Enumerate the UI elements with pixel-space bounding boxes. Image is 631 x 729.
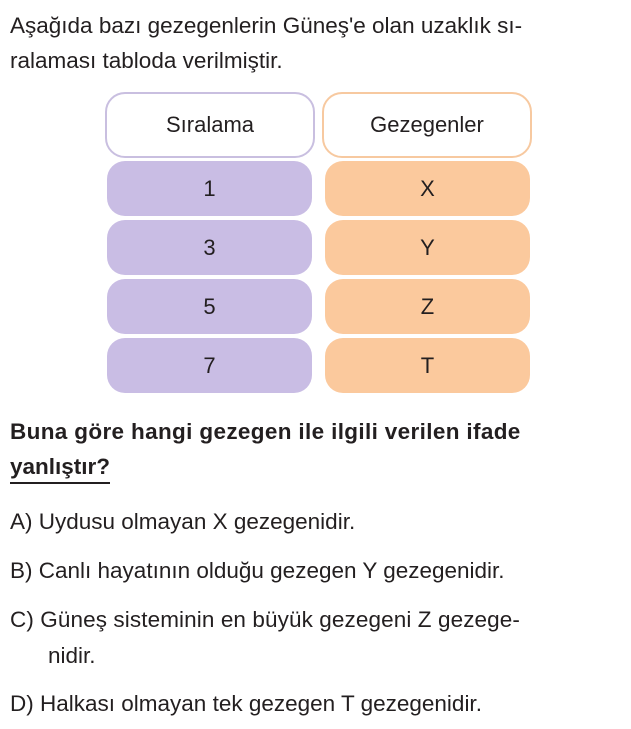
- option-c[interactable]: [10, 602, 628, 674]
- intro-line-2: ralaması tabloda verilmiştir.: [10, 48, 283, 73]
- planet-cell: Y: [325, 220, 530, 275]
- planet-cell: T: [325, 338, 530, 393]
- order-cell: 7: [107, 338, 312, 393]
- order-cell: 3: [107, 220, 312, 275]
- header-ranking: Sıralama: [105, 92, 315, 158]
- option-b[interactable]: [10, 553, 628, 589]
- option-d-text: D) Halkası olmayan tek gezegen T gezegenidir.: [10, 691, 482, 716]
- planet-cell: Z: [325, 279, 530, 334]
- option-d[interactable]: [10, 686, 628, 722]
- option-c-text: C) Güneş sisteminin en büyük gezegeni Z gezege-: [10, 607, 520, 632]
- option-c-text-continued: nidir.: [48, 643, 96, 668]
- question-stem: [10, 414, 628, 484]
- option-a-text: A) Uydusu olmayan X gezegenidir.: [10, 509, 356, 534]
- option-b-text: B) Canlı hayatının olduğu gezegen Y gezegenidir.: [10, 558, 505, 583]
- question-line-1: Buna göre hangi gezegen ile ilgili verilen ifade: [10, 419, 521, 444]
- intro-text: [10, 8, 622, 78]
- header-planets: Gezegenler: [322, 92, 532, 158]
- option-a[interactable]: [10, 504, 628, 540]
- order-cell: 5: [107, 279, 312, 334]
- question-line-2: yanlıştır?: [10, 452, 110, 484]
- intro-line-1: Aşağıda bazı gezegenlerin Güneş'e olan uzaklık sı-: [10, 13, 523, 38]
- planet-cell: X: [325, 161, 530, 216]
- order-cell: 1: [107, 161, 312, 216]
